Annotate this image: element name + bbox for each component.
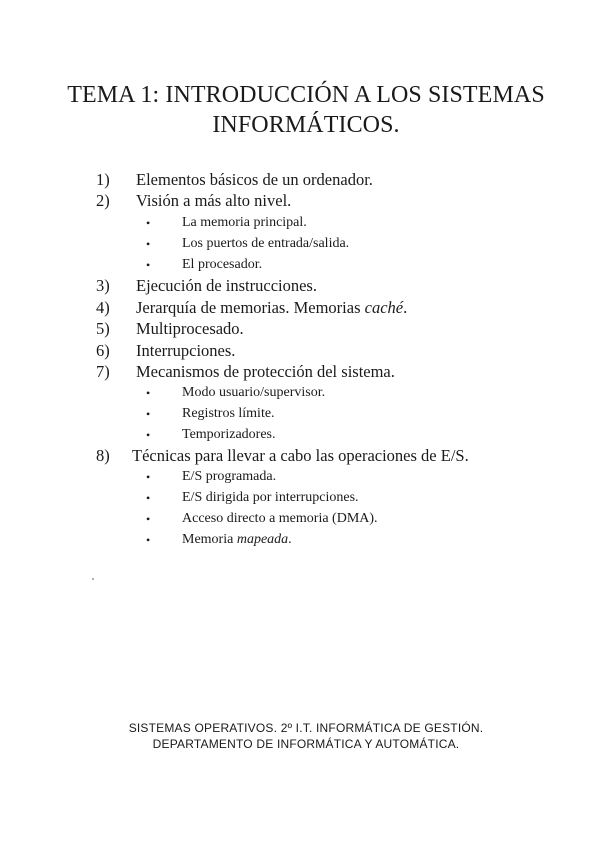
bullet-icon: • (146, 386, 151, 400)
bullet-icon: • (146, 216, 151, 230)
sub-item-text-end: . (288, 532, 292, 547)
item-text (136, 298, 407, 318)
footer-line-2: DEPARTAMENTO DE INFORMÁTICA Y AUTOMÁTICA. (152, 737, 460, 751)
sub-item-text-main: Memoria (182, 532, 237, 547)
sub-item-text: Temporizadores. (182, 427, 276, 442)
item-number: 7) (96, 362, 110, 381)
sub-item-text (182, 531, 292, 549)
sub-item-text: Acceso directo a memoria (DMA). (182, 511, 378, 526)
bullet-icon: • (146, 470, 151, 484)
item-text: Visión a más alto nivel. (136, 191, 292, 210)
bullet-icon: • (146, 407, 151, 421)
item-text: Interrupciones. (136, 341, 236, 360)
sub-item-text-italic: mapeada (236, 532, 289, 547)
page-title (0, 80, 612, 140)
item-number: 1) (96, 170, 110, 189)
title-line-1: TEMA 1: INTRODUCCIÓN A LOS SISTEMAS (67, 82, 545, 108)
sub-item-text: Modo usuario/supervisor. (182, 385, 326, 400)
item-number: 6) (96, 341, 110, 360)
item-text: Técnicas para llevar a cabo las operaciones de E/S. (132, 446, 469, 465)
bullet-icon: • (146, 491, 151, 505)
sub-item-text: Los puertos de entrada/salida. (182, 236, 350, 251)
item-text-main: Jerarquía de memorias. Memorias (136, 298, 365, 317)
bullet-icon: • (146, 258, 151, 272)
bullet-icon: • (146, 512, 151, 526)
sub-item-text: Registros límite. (182, 406, 275, 421)
bullet-icon: • (146, 428, 151, 442)
footer-line-1: SISTEMAS OPERATIVOS. 2º I.T. INFORMÁTICA DE GESTIÓN. (128, 721, 484, 735)
sub-item-text: E/S programada. (182, 469, 277, 484)
item-text: Mecanismos de protección del sistema. (136, 362, 395, 381)
item-number: 4) (96, 298, 110, 317)
item-number: 5) (96, 319, 110, 338)
sub-item-text: La memoria principal. (182, 215, 307, 230)
item-number: 8) (96, 446, 110, 465)
bullet-icon: • (146, 237, 151, 251)
item-text-end: . (403, 298, 408, 317)
item-text: Multiprocesado. (136, 319, 244, 338)
sub-item-text: E/S dirigida por interrupciones. (182, 490, 359, 505)
footer (0, 720, 612, 752)
item-text-italic: caché (364, 298, 404, 317)
item-number: 3) (96, 276, 110, 295)
bullet-icon: • (146, 533, 151, 547)
item-text: Ejecución de instrucciones. (136, 276, 317, 295)
scan-speck (92, 578, 94, 580)
item-number: 2) (96, 191, 110, 210)
title-line-2: INFORMÁTICOS. (212, 112, 400, 138)
sub-item-text: El procesador. (182, 257, 263, 272)
item-text: Elementos básicos de un ordenador. (136, 170, 373, 189)
